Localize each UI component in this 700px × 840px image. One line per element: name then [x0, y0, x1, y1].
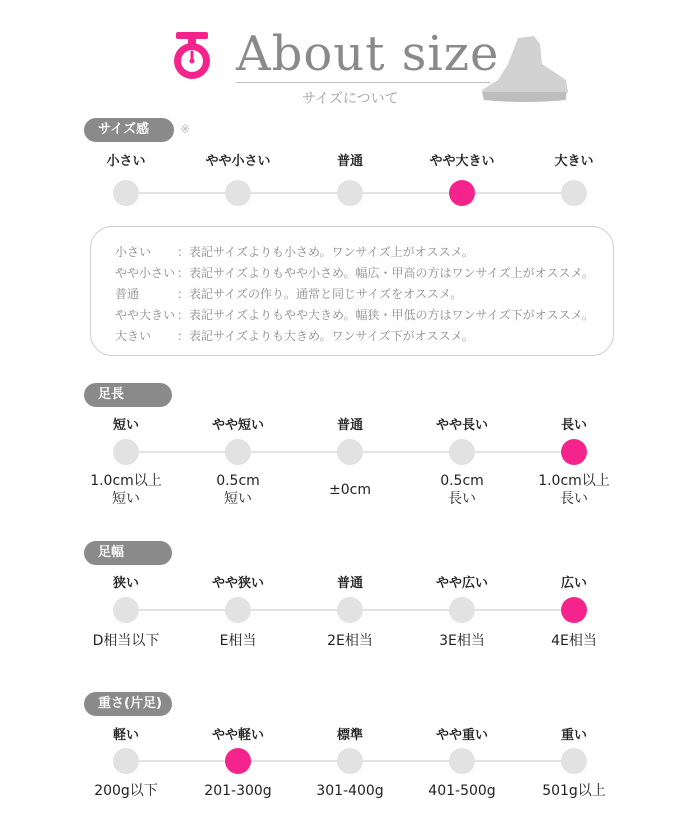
section-label-size-feel: サイズ感 [84, 118, 174, 142]
width-detail: D相当以下 [92, 633, 160, 649]
weight-level-label: 軽い [112, 728, 139, 743]
size-scale-dot [337, 180, 363, 206]
section-label-weight: 重さ(片足) [84, 692, 172, 716]
size-level-label: 普通 [336, 154, 363, 169]
size-description-box [90, 226, 614, 356]
sneaker-icon [478, 34, 570, 110]
description-row [115, 327, 474, 344]
weight-detail: 501g以上 [542, 783, 606, 799]
description-text: ：表記サイズよりもやや小さめ。幅広・甲高の方はワンサイズ上がオススメ。 [177, 266, 594, 280]
length-detail [514, 472, 634, 508]
length-detail-line: 短い [112, 491, 140, 507]
section-label-foot-width: 足幅 [84, 541, 172, 565]
length-level-label: やや短い [211, 418, 264, 433]
weight-scale-dot [449, 748, 475, 774]
width-detail: 2E相当 [327, 633, 373, 649]
length-detail-line: 0.5cm [440, 473, 484, 489]
weight-level-label: 重い [560, 728, 587, 743]
weight-scale-dot [337, 748, 363, 774]
width-scale-dot [113, 597, 139, 623]
length-scale-dot [337, 439, 363, 465]
size-level-label: 大きい [554, 154, 594, 169]
description-row [115, 306, 594, 323]
description-row [115, 243, 474, 260]
length-level-label: 長い [560, 418, 587, 433]
weight-scale-dot [113, 748, 139, 774]
weight-level-label: やや重い [435, 728, 488, 743]
length-level-label: 普通 [336, 418, 363, 433]
description-row [115, 285, 462, 302]
size-scale-dot [113, 180, 139, 206]
description-row [115, 264, 594, 281]
width-detail: E相当 [219, 633, 257, 649]
size-level-label: 小さい [106, 154, 146, 169]
length-detail [290, 481, 410, 499]
weight-detail: 301-400g [316, 783, 384, 799]
weight-scale-dot-selected [225, 748, 251, 774]
description-term: 小さい [115, 245, 152, 259]
length-detail [66, 472, 186, 508]
size-level-label: やや小さい [205, 154, 271, 169]
description-text: ：表記サイズよりもやや大きめ。幅狭・甲低の方はワンサイズ下がオススメ。 [177, 308, 594, 322]
width-level-label: やや広い [435, 576, 488, 591]
weight-scale-dot [561, 748, 587, 774]
length-scale-dot [449, 439, 475, 465]
size-level-label: やや大きい [429, 154, 495, 169]
weight-level-label: 標準 [336, 728, 363, 743]
title-underline [236, 82, 490, 83]
weight-detail: 200g以下 [94, 783, 158, 799]
size-scale-dot [561, 180, 587, 206]
description-term: やや大きい [115, 308, 176, 322]
length-scale-dot-selected [561, 439, 587, 465]
scale-icon [166, 30, 218, 86]
length-detail-line: 長い [448, 491, 476, 507]
length-scale-dot [225, 439, 251, 465]
length-level-label: 短い [112, 418, 139, 433]
weight-detail: 201-300g [204, 783, 272, 799]
width-scale-dot [449, 597, 475, 623]
weight-level-label: やや軽い [211, 728, 264, 743]
width-level-label: やや狭い [211, 576, 264, 591]
length-detail-line: 短い [224, 491, 252, 507]
width-scale-dot [337, 597, 363, 623]
length-level-label: やや長い [435, 418, 488, 433]
width-detail: 4E相当 [551, 633, 597, 649]
description-text: ：表記サイズの作り。通常と同じサイズをオススメ。 [177, 287, 463, 301]
size-scale-dot [225, 180, 251, 206]
length-detail-line: 0.5cm [216, 473, 260, 489]
weight-detail: 401-500g [428, 783, 496, 799]
width-level-label: 狭い [112, 576, 139, 591]
description-term: やや小さい [115, 266, 176, 280]
width-scale-dot-selected [561, 597, 587, 623]
description-text: ：表記サイズよりも大きめ。ワンサイズ下がオススメ。 [177, 329, 474, 343]
page-subtitle: サイズについて [302, 91, 399, 107]
length-detail [402, 472, 522, 508]
length-scale-dot [113, 439, 139, 465]
page-title: About size [236, 26, 500, 82]
description-term: 普通 [115, 287, 140, 301]
length-detail-line: 長い [560, 491, 588, 507]
size-scale-dot-selected [449, 180, 475, 206]
length-detail [178, 472, 298, 508]
length-detail-line: ±0cm [329, 482, 371, 498]
length-detail-line: 1.0cm以上 [90, 473, 162, 489]
note-mark: ※ [180, 122, 191, 136]
section-label-foot-length: 足長 [84, 383, 172, 407]
width-level-label: 普通 [336, 576, 363, 591]
length-detail-line: 1.0cm以上 [538, 473, 610, 489]
description-term: 大きい [115, 329, 152, 343]
description-text: ：表記サイズよりも小さめ。ワンサイズ上がオススメ。 [177, 245, 474, 259]
width-level-label: 広い [560, 576, 587, 591]
width-detail: 3E相当 [439, 633, 485, 649]
width-scale-dot [225, 597, 251, 623]
